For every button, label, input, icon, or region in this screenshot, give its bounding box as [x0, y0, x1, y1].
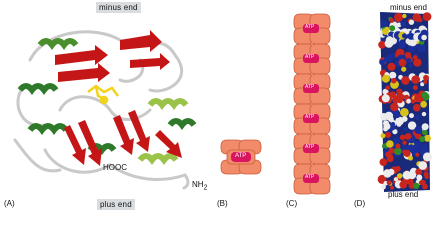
panel-b	[215, 0, 270, 218]
atom-sphere	[422, 112, 426, 116]
atom-sphere	[388, 63, 396, 71]
atom-sphere	[411, 75, 420, 84]
atom-sphere	[399, 59, 407, 67]
sheet-arrow	[120, 30, 162, 52]
atom-sphere	[408, 171, 416, 179]
atom-sphere	[402, 33, 407, 38]
atom-sphere	[402, 150, 406, 154]
atom-sphere	[381, 185, 386, 190]
atom-sphere	[400, 108, 409, 117]
atom-sphere	[413, 58, 421, 66]
atom-sphere	[413, 183, 419, 189]
helix	[170, 121, 194, 125]
atom-sphere	[406, 58, 411, 63]
atom-sphere	[422, 123, 429, 130]
panel-a-label: (A)	[4, 199, 15, 208]
atom-sphere	[389, 25, 395, 31]
atom-sphere	[404, 95, 409, 100]
atom-sphere	[413, 104, 421, 112]
atom-sphere	[388, 116, 394, 122]
panel-d-plus-end-label: plus end	[388, 190, 419, 199]
atom-sphere	[382, 21, 388, 27]
atom-sphere	[395, 143, 400, 148]
atom-sphere	[421, 35, 427, 41]
helix	[140, 156, 176, 160]
panel-a-minus-end-label: minus end	[96, 2, 141, 13]
atom-sphere	[387, 180, 392, 185]
panel-b-label: (B)	[217, 199, 228, 208]
atom-sphere	[416, 175, 422, 181]
atom-sphere	[415, 146, 420, 151]
atom-sphere	[395, 113, 400, 118]
atom-sphere	[380, 113, 388, 121]
atom-sphere	[417, 44, 426, 53]
atom-sphere	[391, 54, 396, 59]
subunit-atp-text: ATP	[305, 114, 315, 120]
atom-sphere	[413, 55, 417, 59]
atom-sphere	[397, 98, 403, 104]
atom-sphere	[422, 184, 428, 190]
atom-sphere	[398, 41, 405, 48]
atom-sphere	[400, 135, 406, 141]
atom-sphere	[385, 132, 391, 138]
atom-sphere	[406, 99, 411, 104]
atom-sphere	[393, 137, 400, 144]
atom-sphere	[389, 72, 396, 79]
panel-a	[0, 0, 215, 218]
atom-sphere	[403, 127, 407, 131]
atom-sphere	[399, 181, 407, 189]
atom-sphere	[397, 122, 402, 127]
atom-sphere	[421, 146, 428, 153]
protofilament-diagram	[270, 0, 350, 218]
atom-sphere	[395, 17, 400, 22]
n-terminus-base: NH	[192, 180, 204, 189]
sheet-arrow	[58, 63, 110, 82]
atom-sphere	[385, 86, 390, 91]
helix	[20, 86, 56, 90]
atom-sphere	[389, 18, 394, 23]
atom-sphere	[408, 156, 413, 161]
atom-sphere	[397, 173, 403, 179]
atom-sphere	[402, 116, 408, 122]
atom-sphere	[414, 126, 422, 134]
ligand-molecule	[88, 86, 118, 103]
atom-sphere	[418, 18, 423, 23]
atom-sphere	[419, 136, 425, 142]
atom-sphere	[408, 41, 412, 45]
atom-sphere	[383, 148, 387, 152]
atom-sphere	[382, 28, 389, 35]
tubulin-dimer-diagram	[215, 0, 270, 218]
panel-d-minus-end-label: minus end	[390, 3, 427, 12]
atom-sphere	[382, 94, 390, 102]
atom-sphere	[400, 21, 406, 27]
atom-sphere	[414, 95, 422, 103]
atom-sphere	[424, 175, 428, 179]
sheet-arrow	[113, 115, 134, 155]
helix	[30, 126, 66, 130]
atom-sphere	[395, 166, 401, 172]
panel-d	[350, 0, 441, 218]
atom-sphere	[402, 141, 406, 145]
atom-sphere	[390, 103, 398, 111]
atom-sphere	[396, 89, 402, 95]
atom-sphere	[423, 12, 432, 21]
atom-sphere	[415, 115, 420, 120]
n-terminus-subscript: 2	[203, 184, 208, 192]
atom-sphere	[422, 130, 428, 136]
atom-sphere	[419, 180, 424, 185]
atom-sphere	[383, 123, 390, 130]
subunit-atp-text: ATP	[305, 84, 315, 90]
subunit-atp-text: ATP	[305, 24, 315, 30]
atom-sphere	[423, 75, 429, 81]
atom-sphere	[401, 76, 410, 85]
atom-sphere	[389, 148, 395, 154]
panel-a-plus-end-label: plus end	[97, 199, 135, 210]
atom-sphere	[409, 113, 414, 118]
atom-sphere	[421, 92, 428, 99]
subunit-atp-text: ATP	[305, 174, 315, 180]
panel-c-label: (C)	[286, 199, 298, 208]
helix	[150, 101, 186, 105]
atom-sphere	[401, 67, 406, 72]
atom-sphere	[406, 133, 412, 139]
atom-sphere	[408, 64, 412, 68]
atom-sphere	[388, 169, 395, 176]
atom-sphere	[402, 14, 406, 18]
atom-sphere	[423, 80, 427, 84]
sheet-arrow	[130, 53, 170, 70]
atom-sphere	[413, 85, 418, 90]
dimer-atp-text: ATP	[235, 153, 247, 159]
atom-sphere	[385, 39, 394, 48]
microtubule-space-filling-model	[350, 0, 441, 218]
atom-sphere	[380, 158, 388, 166]
atom-sphere	[418, 161, 427, 170]
atom-sphere	[415, 153, 419, 157]
atom-sphere	[391, 78, 397, 84]
subunit-atp-text: ATP	[305, 144, 315, 150]
n-terminus-label	[192, 180, 207, 192]
atom-sphere	[386, 140, 394, 148]
c-terminus-label: HOOC	[103, 163, 127, 172]
atom-sphere	[423, 152, 432, 161]
panel-c	[270, 0, 350, 218]
atom-sphere	[382, 75, 390, 83]
protein-ribbon-diagram	[0, 0, 215, 218]
atom-sphere	[409, 20, 414, 25]
panel-d-label: (D)	[354, 199, 366, 208]
atom-sphere	[381, 133, 386, 138]
atom-sphere	[379, 59, 385, 65]
subunit-atp-text: ATP	[305, 54, 315, 60]
